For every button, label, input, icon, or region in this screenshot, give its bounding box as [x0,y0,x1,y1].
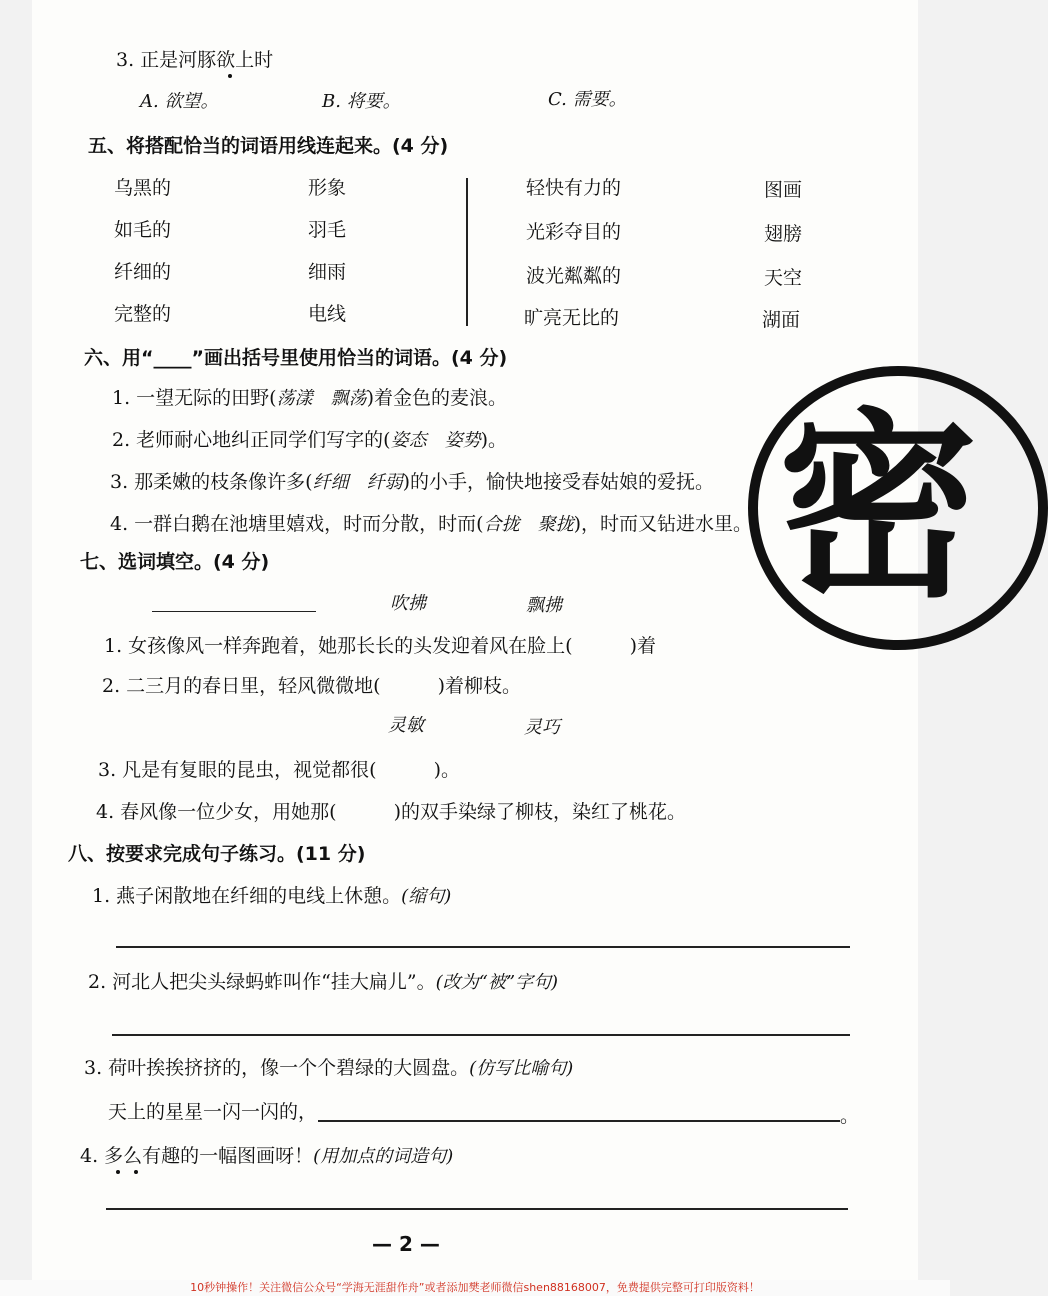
sec8-q2: 2. 河北人把尖头绿蚂蚱叫作“挂大扁儿”。(改为“被”字句) [88,971,559,993]
sec7-item-2: 2. 二三月的春日里，轻风微微地( )着柳枝。 [102,675,521,697]
match-right-word: 波光粼粼的 [526,265,622,287]
answer-line [106,1208,848,1210]
word-choice: 灵敏 [388,715,424,736]
sec8-q3-end: 。 [840,1105,860,1127]
match-right-word: 光彩夺目的 [526,221,622,243]
q3-option-a: A. 欲望。 [140,91,219,112]
word-choice: 飘拂 [526,595,562,616]
word-choice: 灵巧 [524,717,560,738]
sec8-q4: 4. 多么有趣的一幅图画呀！(用加点的词造句) [80,1145,454,1167]
emphasis-dot [228,74,232,78]
stamp-character: 密 [778,392,979,625]
section7-title: 七、选词填空。(4 分) [80,551,270,573]
match-left-word: 完整的 [114,303,172,325]
section5-title: 五、将搭配恰当的词语用线连起来。(4 分) [88,135,449,157]
match-right-target: 翅膀 [764,223,803,245]
match-left-word: 乌黑的 [114,177,172,199]
sec7-item-4: 4. 春风像一位少女，用她那( )的双手染绿了柳枝，染红了桃花。 [96,801,686,823]
match-left-target: 羽毛 [308,219,347,241]
match-right-target: 湖面 [762,309,801,331]
match-left-target: 形象 [308,177,347,199]
column-divider [466,178,468,326]
sec8-q1: 1. 燕子闲散地在纤细的电线上休憩。(缩句) [92,885,452,907]
q3-option-c: C. 需要。 [548,89,627,110]
sec6-item-2: 2. 老师耐心地纠正同学们写字的(姿态 姿势)。 [112,429,508,451]
q3-stem: 3. 正是河豚欲上时 [116,49,274,71]
emphasis-dot [134,1170,138,1174]
sec8-q3-prompt: 天上的星星一闪一闪的， [108,1101,318,1123]
match-right-word: 轻快有力的 [526,177,622,199]
match-right-target: 天空 [764,267,803,289]
sec6-item-1: 1. 一望无际的田野(荡漾 飘荡)着金色的麦浪。 [112,387,508,409]
exam-page [32,0,918,1280]
answer-line [112,1034,850,1036]
footer-notice: 10秒钟操作！关注微信公众号“学海无涯甜作舟”或者添加樊老师微信shen88168007，免费提供完整可打印版资料！ [0,1280,950,1296]
page-number: — 2 — [372,1232,440,1256]
sec7-item-1: 1. 女孩像风一样奔跑着，她那长长的头发迎着风在脸上( )着 [104,635,656,657]
match-left-target: 电线 [308,303,347,325]
answer-line [116,946,850,948]
emphasis-dot [116,1170,120,1174]
answer-line [318,1120,840,1122]
smudge-line [152,611,316,612]
secret-stamp [748,366,1048,650]
sec7-item-3: 3. 凡是有复眼的昆虫，视觉都很( )。 [98,759,460,781]
match-left-word: 纤细的 [114,261,172,283]
section8-title: 八、按要求完成句子练习。(11 分) [68,843,366,865]
sec6-item-4: 4. 一群白鹅在池塘里嬉戏，时而分散，时而(合拢 聚拢)，时而又钻进水里。 [110,513,753,535]
match-right-word: 旷亮无比的 [524,307,620,329]
word-choice: 吹拂 [390,593,426,614]
q3-option-b: B. 将要。 [322,91,401,112]
match-left-target: 细雨 [308,261,347,283]
section6-title: 六、用“____”画出括号里使用恰当的词语。(4 分) [84,347,508,369]
match-right-target: 图画 [764,179,803,201]
sec8-q3: 3. 荷叶挨挨挤挤的，像一个个碧绿的大圆盘。(仿写比喻句) [84,1057,574,1079]
sec6-item-3: 3. 那柔嫩的枝条像许多(纤细 纤弱)的小手，愉快地接受春姑娘的爱抚。 [110,471,715,493]
match-left-word: 如毛的 [114,219,172,241]
